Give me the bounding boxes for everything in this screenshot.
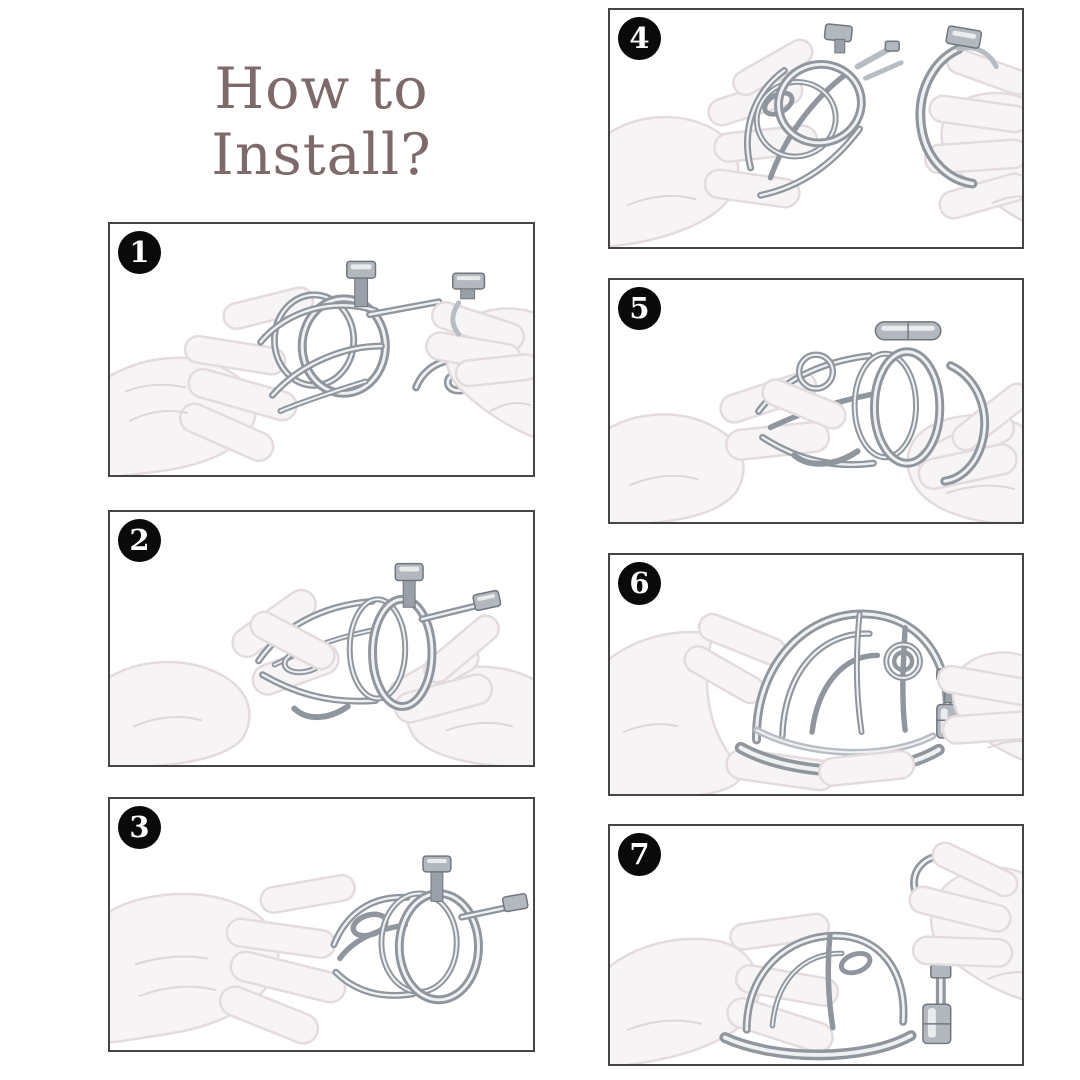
step-4-illustration bbox=[610, 10, 1022, 247]
step-2-photo-panel bbox=[108, 510, 535, 767]
right-gloved-hand bbox=[424, 299, 533, 451]
step-4-number-badge: 4 bbox=[618, 17, 661, 60]
step-7-illustration bbox=[610, 826, 1022, 1064]
step-3-illustration bbox=[110, 799, 533, 1050]
thumb-over-base bbox=[818, 750, 915, 787]
step-1-photo-panel bbox=[108, 222, 535, 477]
step-7-number-badge: 7 bbox=[618, 833, 661, 876]
step-7-photo-panel bbox=[608, 824, 1024, 1066]
step-1-number-badge: 1 bbox=[118, 231, 161, 274]
step-6-number-badge: 6 bbox=[618, 562, 661, 605]
step-5-number-badge: 5 bbox=[618, 287, 661, 330]
left-gloved-hand bbox=[110, 584, 343, 765]
right-gloved-hand bbox=[924, 46, 1022, 231]
step-3-photo-panel bbox=[108, 797, 535, 1052]
step-4-photo-panel bbox=[608, 8, 1024, 249]
step-5-illustration bbox=[610, 280, 1022, 522]
step-6-photo-panel bbox=[608, 553, 1024, 796]
assembled-cage bbox=[334, 856, 528, 1000]
step-2-number-badge: 2 bbox=[118, 519, 161, 562]
left-gloved-hand bbox=[110, 873, 357, 1048]
step-2-illustration bbox=[110, 512, 533, 765]
step-6-illustration bbox=[610, 555, 1022, 794]
step-5-photo-panel bbox=[608, 278, 1024, 524]
step-3-number-badge: 3 bbox=[118, 806, 161, 849]
cage-part bbox=[261, 261, 439, 411]
page-title: How to Install? bbox=[211, 56, 432, 188]
step-1-illustration bbox=[110, 224, 533, 475]
